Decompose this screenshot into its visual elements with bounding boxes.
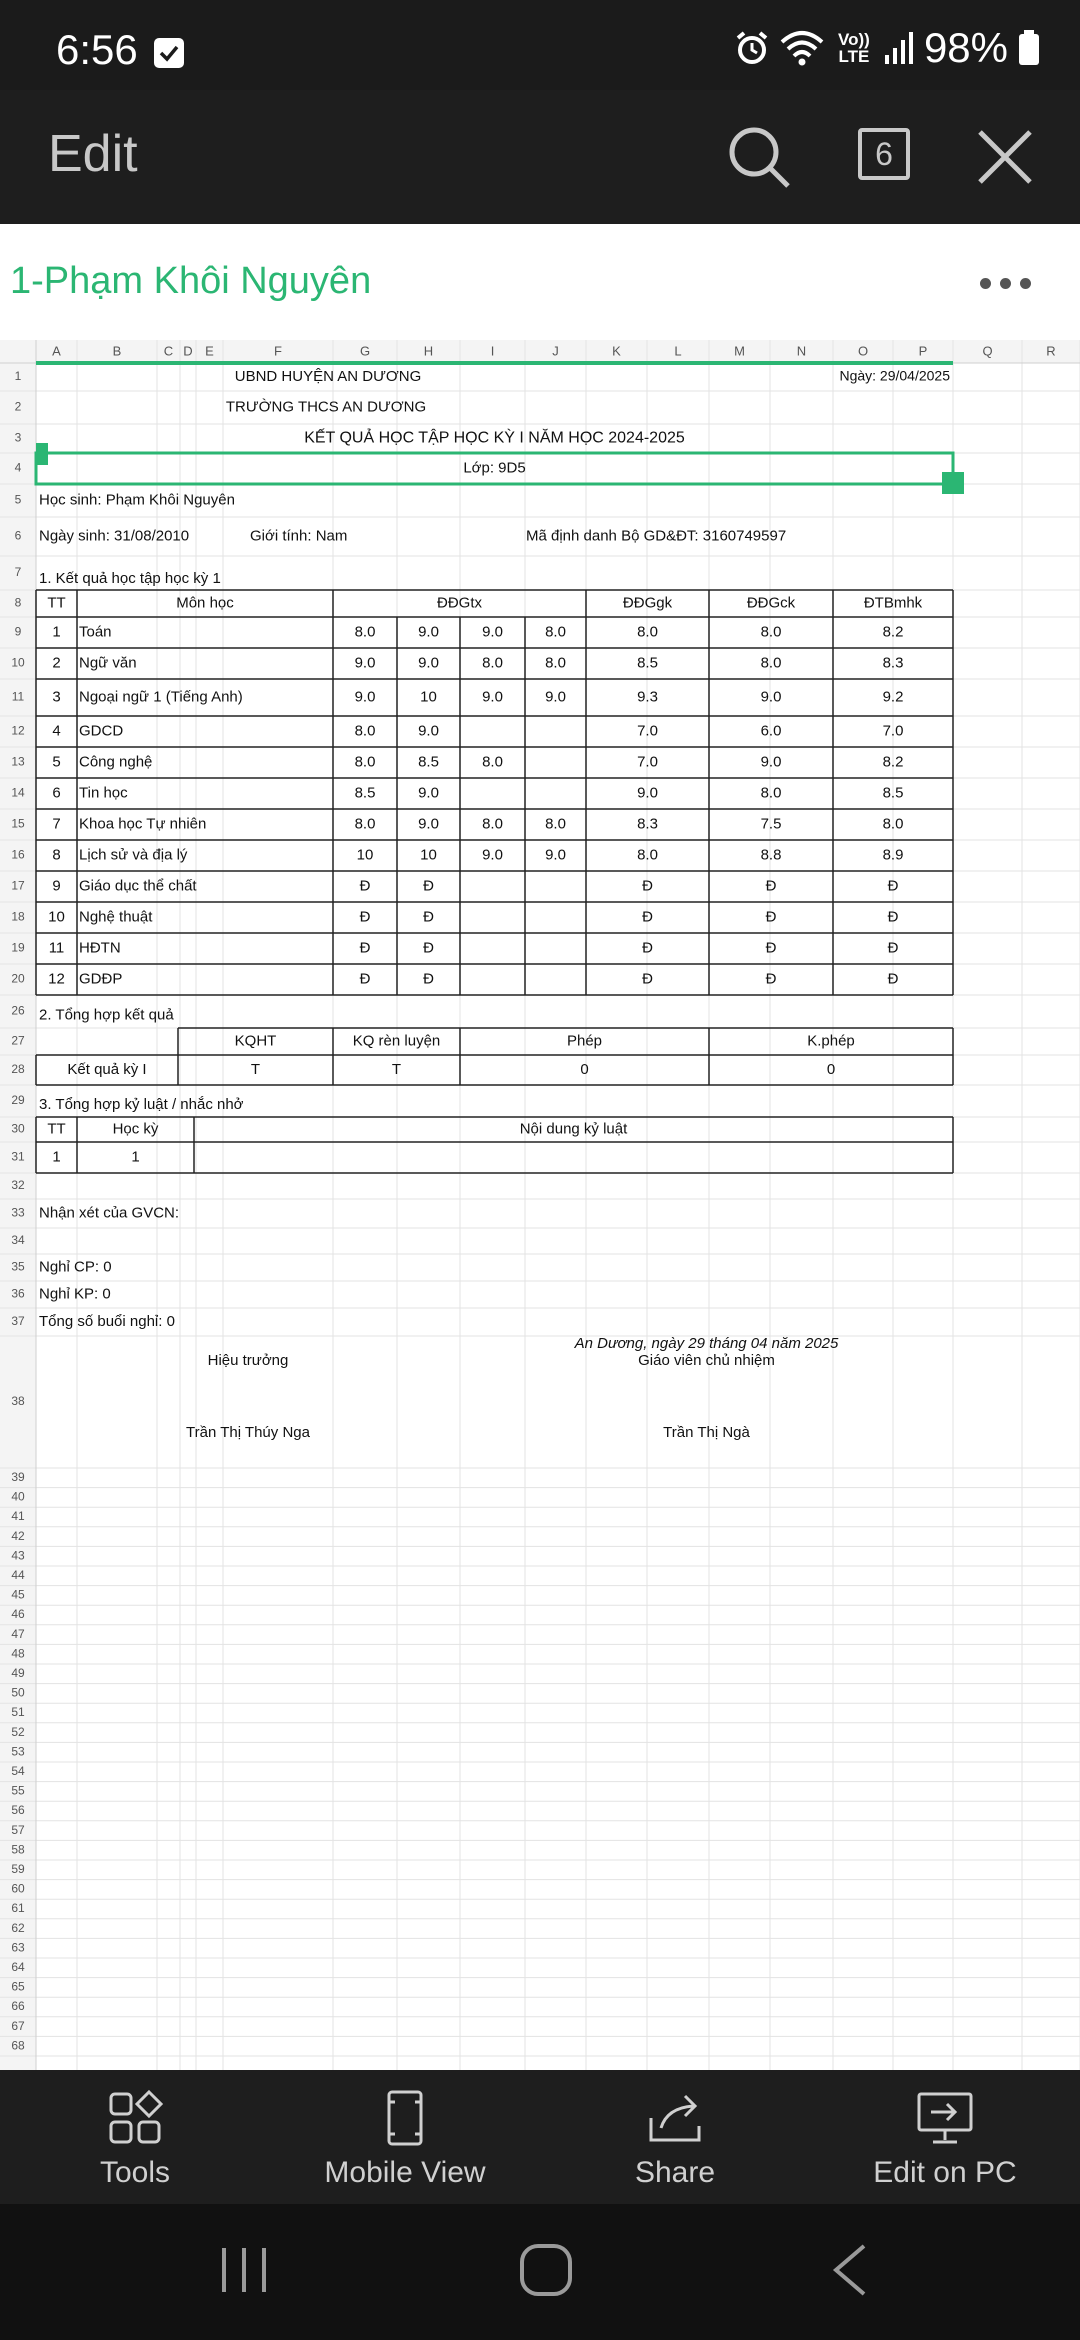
row-header: 64 [11, 1959, 25, 1974]
summary-kphep-header: K.phép [807, 1032, 855, 1050]
discipline-tt-header: TT [47, 1120, 66, 1138]
grade-tb: 8.0 [882, 815, 904, 833]
grade-gk: 8.0 [637, 623, 658, 641]
student-name: Học sinh: Phạm Khôi Nguyên [39, 491, 235, 509]
grade-ck: 9.0 [760, 688, 782, 706]
battery-percent: 98% [923, 24, 1008, 71]
row-header: 42 [11, 1528, 25, 1543]
grade-tx: 9.0 [545, 688, 566, 706]
homeroom-teacher-title: Giáo viên chủ nhiệm [638, 1351, 775, 1369]
share-button[interactable] [540, 2070, 810, 2204]
alarm-icon [734, 30, 770, 66]
grade-subject: Toán [79, 623, 112, 641]
section-3-heading: 3. Tổng hợp kỷ luật / nhắc nhở [39, 1095, 244, 1113]
wifi-icon [780, 30, 824, 66]
app-toolbar [0, 90, 1080, 224]
header-ddggk: ĐĐGgk [622, 594, 673, 612]
column-header-e: E [205, 343, 214, 359]
row-header: 44 [11, 1567, 25, 1582]
row-header: 66 [11, 1999, 25, 2014]
header-ddgck: ĐĐGck [746, 594, 796, 612]
grade-tx: 8.0 [545, 623, 566, 641]
row-header: 14 [11, 785, 25, 800]
grade-subject: Khoa học Tự nhiên [79, 815, 207, 833]
grade-tx: 8.0 [354, 623, 376, 641]
grade-ck: 8.0 [760, 784, 782, 802]
checkbox-notification-icon [154, 38, 184, 68]
back-icon[interactable] [826, 2242, 876, 2298]
grade-tx: 8.5 [354, 784, 376, 802]
grade-tx: 9.0 [482, 846, 503, 864]
row-header: 61 [11, 1901, 25, 1916]
grade-gk: Đ [642, 877, 653, 895]
absence-unexcused: Nghỉ KP: 0 [39, 1285, 111, 1303]
header-ddgtx: ĐĐGtx [437, 594, 482, 612]
student-gender: Giới tính: Nam [250, 527, 348, 545]
grade-tx: Đ [423, 877, 434, 895]
more-options-icon[interactable] [980, 278, 1031, 289]
row-header: 32 [11, 1178, 25, 1193]
row-header: 41 [11, 1509, 25, 1524]
signature-place-date: An Dương, ngày 29 tháng 04 năm 2025 [574, 1334, 839, 1352]
row-header: 7 [14, 565, 22, 580]
grade-tx: Đ [359, 939, 371, 957]
column-header-j: J [552, 343, 559, 359]
row-header: 63 [11, 1940, 25, 1955]
grade-tx: 9.0 [418, 722, 439, 740]
grade-ck: Đ [765, 939, 777, 957]
column-header-l: L [674, 343, 682, 359]
grade-tt: 12 [48, 970, 65, 988]
home-icon[interactable] [516, 2240, 576, 2300]
grade-tt: 6 [52, 784, 61, 802]
row-header: 55 [11, 1783, 25, 1798]
summary-kqrl-header: KQ rèn luyện [352, 1032, 441, 1050]
column-header-r: R [1046, 343, 1056, 359]
column-header-n: N [796, 343, 807, 359]
grade-subject: Ngoại ngữ 1 (Tiếng Anh) [79, 688, 243, 706]
grade-tt: 1 [52, 623, 61, 641]
row-header: 12 [11, 723, 25, 738]
row-header: 56 [11, 1803, 25, 1818]
grade-tx: Đ [423, 970, 434, 988]
row-header: 67 [11, 2018, 25, 2033]
grade-tx: 10 [420, 688, 437, 706]
absence-total: Tổng số buổi nghỉ: 0 [39, 1312, 175, 1330]
header-subject: Môn học [176, 594, 234, 612]
mobile-view-label: Mobile View [324, 2156, 486, 2189]
mobile-view-button[interactable] [270, 2070, 540, 2204]
row-header: 46 [11, 1607, 25, 1622]
grade-gk: 9.0 [637, 784, 658, 802]
row-header: 15 [11, 816, 25, 831]
section-1-heading: 1. Kết quả học tập học kỳ 1 [39, 569, 221, 587]
grade-tx: 8.0 [354, 722, 376, 740]
header-tt: TT [47, 594, 66, 612]
row-header: 1 [14, 369, 22, 384]
grade-tx: 8.5 [418, 753, 439, 771]
grade-ck: 9.0 [760, 753, 782, 771]
row-header: 17 [11, 878, 25, 893]
spreadsheet-canvas[interactable] [0, 340, 1080, 2070]
row-header: 60 [11, 1881, 25, 1896]
battery-icon [1018, 30, 1040, 66]
grade-tt: 7 [52, 815, 61, 833]
column-header-h: H [423, 343, 434, 359]
grade-tx: 8.0 [482, 654, 503, 672]
row-header: 20 [11, 971, 25, 986]
row-header: 19 [11, 940, 25, 955]
grade-gk: Đ [642, 939, 653, 957]
grade-ck: 8.0 [760, 654, 782, 672]
column-header-o: O [857, 343, 869, 359]
grade-subject: Công nghệ [79, 753, 153, 771]
discipline-term: 1 [131, 1148, 140, 1166]
row-header: 65 [11, 1979, 25, 1994]
grade-tx: Đ [423, 908, 434, 926]
tools-label: Tools [99, 2156, 171, 2189]
column-header-p: P [918, 343, 928, 359]
grade-tt: 5 [52, 753, 61, 771]
row-header: 16 [11, 847, 25, 862]
row-header: 43 [11, 1548, 25, 1563]
row-header: 9 [14, 624, 22, 639]
grade-tb: 8.2 [882, 623, 904, 641]
grade-tb: Đ [887, 970, 899, 988]
grade-tx: 9.0 [418, 815, 439, 833]
edit-button[interactable]: Edit [48, 125, 138, 183]
row-header: 31 [11, 1149, 25, 1164]
grade-gk: 7.0 [637, 753, 658, 771]
grade-tb: 8.5 [882, 784, 904, 802]
search-icon[interactable] [724, 122, 794, 192]
row-header: 39 [11, 1469, 25, 1484]
grade-gk: Đ [642, 970, 653, 988]
grade-ck: 6.0 [760, 722, 782, 740]
row-header: 26 [11, 1003, 25, 1018]
row-header: 59 [11, 1861, 25, 1876]
status-icons [734, 24, 1040, 72]
grade-gk: 8.0 [637, 846, 658, 864]
grade-subject: Tin học [79, 784, 128, 802]
grade-subject: HĐTN [79, 939, 121, 957]
row-header: 45 [11, 1587, 25, 1602]
discipline-term-header: Học kỳ [112, 1120, 159, 1138]
section-2-heading: 2. Tổng hợp kết quả [39, 1006, 174, 1024]
tools-button[interactable] [0, 2070, 270, 2204]
summary-kqrl: T [391, 1060, 402, 1078]
summary-kphep: 0 [826, 1060, 836, 1078]
close-icon[interactable] [970, 122, 1040, 192]
grade-tb: Đ [887, 939, 899, 957]
grade-tx: 9.0 [354, 654, 376, 672]
grade-tt: 9 [52, 877, 61, 895]
grade-ck: Đ [765, 877, 777, 895]
column-header-d: D [183, 343, 193, 359]
class-label: Lớp: 9D5 [463, 459, 526, 477]
grade-tb: Đ [887, 877, 899, 895]
edit-on-pc-label: Edit on PC [873, 2156, 1017, 2189]
grade-subject: Giáo dục thể chất [79, 877, 197, 895]
mobile-view-icon [375, 2088, 435, 2148]
row-header: 38 [11, 1394, 25, 1409]
grade-tx: Đ [359, 908, 371, 926]
row-header: 33 [11, 1205, 25, 1220]
header-dtbmhk: ĐTBmhk [863, 594, 923, 612]
grade-tx: 8.0 [354, 753, 376, 771]
principal-name: Trần Thị Thúy Nga [186, 1423, 310, 1441]
summary-phep-header: Phép [566, 1032, 603, 1050]
grade-tx: 8.0 [545, 815, 566, 833]
grade-tx: Đ [423, 939, 434, 957]
grade-tx: 8.0 [354, 815, 376, 833]
discipline-tt: 1 [52, 1148, 61, 1166]
row-header: 30 [11, 1121, 25, 1136]
grade-subject: Ngữ văn [79, 654, 137, 672]
grade-tb: 9.2 [882, 688, 904, 706]
column-header-b: B [112, 343, 122, 359]
grade-tx: 9.0 [418, 784, 439, 802]
grade-tb: 8.2 [882, 753, 904, 771]
grade-subject: Nghệ thuật [79, 908, 153, 926]
row-header: 49 [11, 1665, 25, 1680]
grade-ck: 7.5 [760, 815, 782, 833]
grade-tb: 8.3 [882, 654, 904, 672]
row-header: 40 [11, 1489, 25, 1504]
selection-handle-end[interactable] [942, 472, 964, 494]
grade-ck: 8.0 [760, 623, 782, 641]
row-header: 68 [11, 2038, 25, 2053]
grade-subject: Lịch sử và địa lý [79, 846, 188, 864]
grade-tx: 8.0 [545, 654, 566, 672]
absence-excused: Nghỉ CP: 0 [39, 1258, 112, 1276]
column-header-f: F [274, 343, 282, 359]
grade-tx: 10 [420, 846, 437, 864]
grade-ck: 8.8 [760, 846, 782, 864]
grade-tt: 11 [48, 939, 65, 957]
column-header-m: M [734, 343, 745, 359]
grade-ck: Đ [765, 908, 777, 926]
grade-tt: 2 [52, 654, 61, 672]
signal-icon [884, 31, 914, 65]
lte-indicator: Vo)) LTE [838, 30, 870, 66]
row-header: 35 [11, 1259, 25, 1274]
summary-phep: 0 [580, 1060, 589, 1078]
bottom-toolbar [0, 2070, 1080, 2204]
report-title: KẾT QUẢ HỌC TẬP HỌC KỲ I NĂM HỌC 2024-2025 [304, 429, 685, 447]
row-header: 54 [11, 1763, 25, 1778]
summary-kqht: T [250, 1060, 261, 1078]
grade-tb: Đ [887, 908, 899, 926]
grade-gk: 8.5 [637, 654, 658, 672]
row-header: 62 [11, 1920, 25, 1935]
summary-row-label: Kết quả kỳ I [67, 1060, 147, 1078]
row-header: 50 [11, 1685, 25, 1700]
row-header: 57 [11, 1822, 25, 1837]
grade-tb: 7.0 [882, 722, 904, 740]
report-date: Ngày: 29/04/2025 [839, 367, 950, 384]
homeroom-teacher-name: Trần Thị Ngà [663, 1423, 750, 1441]
student-id: Mã định danh Bộ GD&ĐT: 3160749597 [526, 527, 787, 545]
edit-on-pc-icon [915, 2088, 975, 2148]
row-header: 28 [11, 1062, 25, 1077]
row-header: 6 [14, 528, 22, 543]
column-header-i: I [490, 343, 495, 359]
recent-apps-icon[interactable] [216, 2242, 272, 2298]
sheet-tabs-button[interactable]: 6 [858, 128, 910, 180]
edit-on-pc-button[interactable] [810, 2070, 1080, 2204]
tools-icon [105, 2088, 165, 2148]
share-label: Share [634, 2156, 716, 2189]
column-header-g: G [359, 343, 371, 359]
row-header: 53 [11, 1744, 25, 1759]
principal-title: Hiệu trưởng [207, 1351, 289, 1369]
grade-tb: 8.9 [882, 846, 904, 864]
row-header: 18 [11, 909, 25, 924]
row-header: 4 [14, 460, 22, 475]
school-district: UBND HUYỆN AN DƯƠNG [234, 367, 422, 385]
row-header: 29 [11, 1093, 25, 1108]
row-header: 11 [11, 689, 25, 704]
row-header: 2 [14, 399, 22, 414]
system-nav-bar [0, 2204, 1080, 2340]
grade-gk: Đ [642, 908, 653, 926]
row-header: 51 [11, 1705, 25, 1720]
grade-subject: GDĐP [79, 970, 123, 988]
grade-tx: 9.0 [482, 688, 503, 706]
grade-tx: 9.0 [482, 623, 503, 641]
row-header: 5 [14, 492, 22, 507]
grade-tx: Đ [359, 970, 371, 988]
discipline-content-header: Nội dung kỷ luật [519, 1120, 628, 1138]
grade-tt: 8 [52, 846, 61, 864]
row-header: 3 [14, 430, 22, 445]
document-title: 1-Phạm Khôi Nguyên [10, 260, 372, 302]
row-header: 34 [11, 1233, 25, 1248]
row-header: 13 [11, 754, 25, 769]
share-icon [645, 2088, 705, 2148]
row-header: 27 [11, 1033, 25, 1048]
document-title-bar [0, 224, 1080, 340]
grade-tt: 10 [48, 908, 65, 926]
grade-tt: 3 [52, 688, 61, 706]
column-header-q: Q [982, 343, 993, 359]
row-header: 58 [11, 1842, 25, 1857]
spreadsheet-grid[interactable] [0, 340, 1080, 2070]
row-header: 37 [11, 1314, 25, 1329]
summary-kqht-header: KQHT [234, 1032, 277, 1050]
status-bar [0, 0, 1080, 90]
teacher-comment-label: Nhận xét của GVCN: [39, 1204, 180, 1222]
row-header: 36 [11, 1286, 25, 1301]
grade-tt: 4 [52, 722, 61, 740]
row-header: 8 [14, 595, 22, 610]
grade-tx: 8.0 [482, 815, 503, 833]
column-header-a: A [52, 343, 61, 359]
row-header: 47 [11, 1626, 25, 1641]
grade-tx: 9.0 [545, 846, 566, 864]
row-header: 52 [11, 1724, 25, 1739]
column-header-c: C [163, 343, 174, 359]
school-name: TRƯỜNG THCS AN DƯƠNG [225, 398, 427, 416]
grade-ck: Đ [765, 970, 777, 988]
grade-tx: 9.0 [418, 654, 439, 672]
student-dob: Ngày sinh: 31/08/2010 [39, 527, 190, 545]
grade-tx: 8.0 [482, 753, 503, 771]
grade-gk: 8.3 [637, 815, 658, 833]
grade-tx: Đ [359, 877, 371, 895]
status-time: 6:56 [56, 26, 138, 73]
column-header-k: K [612, 343, 621, 359]
selection-handle-start[interactable] [36, 443, 48, 465]
grade-tx: 10 [356, 846, 374, 864]
grade-subject: GDCD [79, 722, 124, 740]
grade-gk: 7.0 [637, 722, 658, 740]
grade-tx: 9.0 [418, 623, 439, 641]
grade-tx: 9.0 [354, 688, 376, 706]
row-header: 48 [11, 1646, 25, 1661]
grade-gk: 9.3 [637, 688, 658, 706]
row-header: 10 [11, 655, 25, 670]
